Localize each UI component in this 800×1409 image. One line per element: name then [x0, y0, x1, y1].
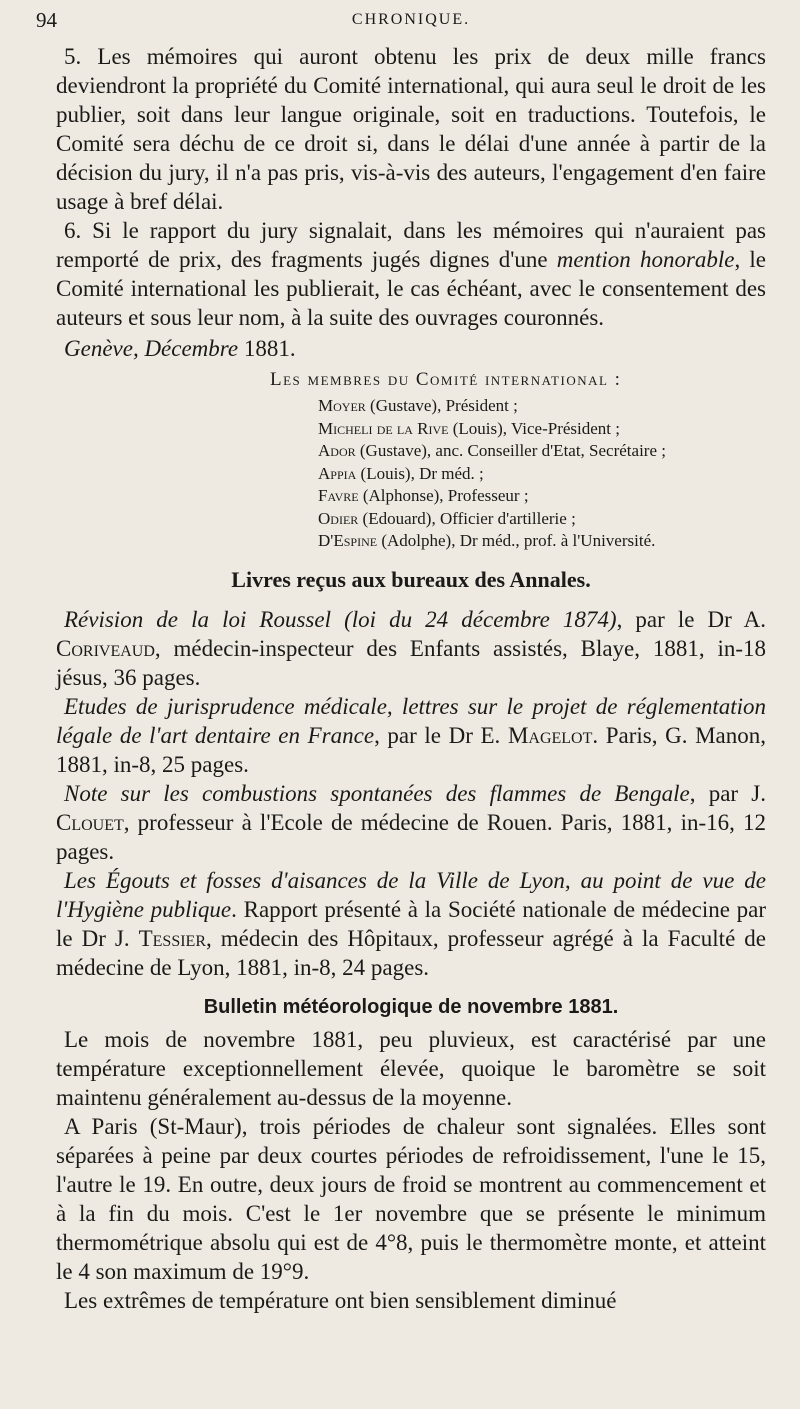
book-text: , professeur à l'Ecole de médecine de Rouen. Paris, 1881, in-16, 12 pages. — [56, 809, 766, 864]
article-6-italic: mention honorable — [556, 247, 735, 272]
signatory-name: Favre — [318, 486, 359, 505]
signatory-details: (Adolphe), Dr méd., prof. à l'Université. — [377, 531, 656, 550]
signatory-details: (Louis), Dr méd. ; — [356, 463, 484, 483]
dateline — [56, 334, 766, 363]
bulletin-paragraph: Les extrêmes de température ont bien sensiblement diminué — [64, 1287, 617, 1313]
book-author: Tessier — [138, 925, 206, 951]
article-6-text-start: 6. Si le rapport du jury signalait, dans les mémoires qui n'auraient pas remporté de prix, des fragments jugés dignes d'une — [56, 218, 766, 272]
signatory-details: (Gustave), Président ; — [365, 396, 518, 415]
signatory-name: Appia — [318, 463, 357, 483]
article-5-paragraph: 5. Les mémoires qui auront obtenu les prix de deux mille francs deviendront la propriété du Comité international, qui aura seul le droit de les publier, soit dans leur langue originale, soit en traductions. Toutefois, le Comité sera déchu de ce droit si, dans le délai d'une année à partir de la décision du jury, il n'a pas pris, vis-à-vis des auteurs, l'engagement d'en faire usage à bref délai. — [56, 44, 766, 214]
signatory-line — [318, 418, 766, 441]
article-6-text-end: , le Comité international les publierait, le cas échéant, avec le consentement des auteurs et sous leur nom, à la suite des ouvrages couronnés. — [56, 247, 766, 330]
book-text: , par le Dr E. — [374, 722, 508, 748]
signatories-list — [318, 395, 766, 553]
books-section-heading: Livres reçus aux bureaux des Annales. — [231, 566, 591, 592]
book-entry — [56, 605, 766, 692]
signatory-name: Odier — [318, 508, 359, 528]
signatory-name: Moyer — [318, 396, 366, 415]
page-number: 94 — [36, 8, 57, 32]
book-text: , médecin des Hôpitaux, professeur agrégé à la Faculté de médecine de Lyon, 1881, in-8, 24 pages. — [56, 925, 766, 980]
signatory-name: D'Espine — [318, 531, 378, 550]
book-entry — [56, 866, 766, 982]
dateline-year: 1881. — [238, 336, 296, 361]
bulletin-heading: Bulletin météorologique de novembre 1881. — [203, 995, 619, 1018]
book-text: . Rapport présenté à la Société nationale de médecine par le Dr J. — [56, 896, 766, 951]
signatory-details: (Louis), Vice-Président ; — [448, 418, 620, 438]
book-title: Note sur les combustions spontanées des flammes de Bengale — [64, 780, 690, 806]
bulletin-paragraph: A Paris (St-Maur), trois périodes de chaleur sont signalées. Elles sont séparées à peine par deux courtes périodes de refroidissement, l'une le 15, l'autre le 19. En outre, deux jours de froid se montrent au commencement et à la fin du mois. C'est le 1er novembre que se présente le minimum thermométrique absolu qui est de 4°8, puis le thermomètre monte, et atteint le 4 son maximum de 19°9. — [56, 1113, 766, 1284]
signatory-name: Ador — [318, 441, 356, 460]
signatory-line — [318, 508, 766, 531]
book-author: Magelot — [507, 722, 593, 748]
book-title: Etudes de jurisprudence médicale, lettres sur le projet de réglementation légale de l'art dentaire en France — [56, 693, 766, 748]
signatory-details: (Gustave), anc. Conseiller d'Etat, Secrétaire ; — [355, 441, 666, 460]
signatory-line — [318, 395, 766, 418]
signatory-details: (Edouard), Officier d'artillerie ; — [358, 508, 576, 528]
signatories-heading: Les membres du Comité international : — [270, 369, 622, 390]
signatory-name: Micheli de la Rive — [318, 418, 449, 438]
bulletin-paragraph: Le mois de novembre 1881, peu pluvieux, est caractérisé par une température exceptionnellement élevée, quoique le baromètre se soit maintenu généralement au-dessus de la moyenne. — [56, 1026, 766, 1110]
signatory-line — [318, 440, 766, 463]
running-title: CHRONIQUE. — [351, 11, 471, 28]
article-6-paragraph — [56, 216, 766, 332]
dateline-place: Genève, Décembre — [64, 336, 239, 361]
book-author: Clouet — [56, 809, 124, 835]
book-entry — [56, 779, 766, 866]
signatory-line — [318, 463, 766, 486]
book-text: , par le Dr A. — [616, 606, 767, 632]
book-title: Les Égouts et fosses d'aisances de la Ville de Lyon, au point de vue de l'Hygiène publique — [56, 867, 766, 922]
book-title: Révision de la loi Roussel (loi du 24 décembre 1874) — [64, 606, 617, 632]
book-text: . Paris, G. Manon, 1881, in-8, 25 pages. — [56, 722, 766, 777]
book-text: , médecin-inspecteur des Enfants assistés, Blaye, 1881, in-18 jésus, 36 pages. — [56, 635, 766, 690]
signatory-line — [318, 485, 766, 508]
book-author: Coriveaud — [56, 635, 155, 661]
running-header — [36, 0, 766, 42]
signatory-line — [318, 530, 766, 553]
book-text: , par J. — [689, 780, 766, 806]
signatory-details: (Alphonse), Professeur ; — [358, 486, 529, 505]
book-entry — [56, 692, 766, 779]
